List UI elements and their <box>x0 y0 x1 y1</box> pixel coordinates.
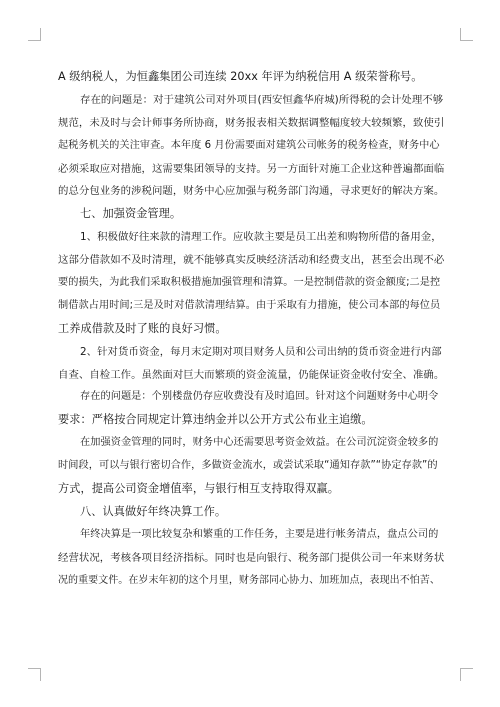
text-line: 经营状况，考核各项目经济指标。同时也是向银行、税务部门提供公司一年来财务状 <box>58 551 444 564</box>
text-line: 存在的问题是：对于建筑公司对外项目(西安恒鑫华府城)所得税的会计处理不够 <box>80 93 444 106</box>
text-line: 要求：严格按合同规定计算违纳金并以公开方式公布业主追缴。 <box>58 413 373 427</box>
crop-mark-top-right <box>460 28 473 41</box>
crop-mark-top-left <box>28 28 41 41</box>
text-line: 年终决算是一项比较复杂和繁重的工作任务，主要是进行帐务清点，盘点公司的 <box>80 528 439 540</box>
text-line: 要的损失，为此我们采取积极措施加强管理和清算。一是控制借款的资金额度;二是控 <box>58 277 441 289</box>
section-heading: 七、加强资金管理。 <box>80 207 182 221</box>
crop-mark-bottom-left <box>28 668 41 681</box>
text-line: 在加强资金管理的同时，财务中心还需要思考资金效益。在公司沉淀资金较多的 <box>80 437 439 449</box>
text-line: 起税务机关的关注审查。本年度 6 月份需要面对建筑公司帐务的税务检查，财务中心 <box>58 139 440 151</box>
text-line: 况的重要文件。在岁末年初的这个月里，财务部同心协力、加班加点，表现出不怕苦、 <box>58 574 440 586</box>
crop-mark-bottom-right <box>460 668 473 681</box>
text-line: 制借款占用时间;三是及时对借款清理结算。由于采取有力措施，使公司本部的每位员 <box>58 299 441 311</box>
text-line: A 级纳税人，为恒鑫集团公司连续 20xx 年评为纳税信用 A 级荣誉称号。 <box>58 70 423 83</box>
text-line: 工养成借款及时了账的良好习惯。 <box>58 321 227 335</box>
text-line: 这部分借款如不及时清理，就不能够真实反映经济活动和经费支出，甚至会出现不必 <box>58 254 444 267</box>
section-heading: 八、认真做好年终决算工作。 <box>80 504 227 518</box>
text-line: 2、针对货币资金，每月末定期对项目财务人员和公司出纳的货币资金进行内部 <box>80 345 442 358</box>
text-line: 1、积极做好往来款的清理工作。应收款主要是员工出差和购物所借的备用金， <box>80 231 442 244</box>
document-body <box>58 66 444 592</box>
text-line: 自查、自检工作。虽然面对巨大而繁琐的资金流量，仍能保证资金收付安全、准确。 <box>58 368 444 381</box>
text-line: 必须采取应对措施，这需要集团领导的支持。另一方面针对施工企业这种普遍都面临 <box>58 162 444 175</box>
text-line: 时间段，可以与银行密切合作，多做资金流水，或尝试采取“通知存款”“协定存款”的 <box>58 460 438 472</box>
text-line: 的总分包业务的涉税问题，财务中心应加强与税务部门沟通，寻求更好的解决方案。 <box>58 185 444 198</box>
text-line: 方式，提高公司资金增值率，与银行相互支持取得双赢。 <box>58 482 339 496</box>
text-line: 存在的问题是：个别楼盘仍存应收费没有及时追回。针对这个问题财务中心明令 <box>80 391 439 403</box>
text-line: 规范，未及时与会计师事务所协商，财务报表相关数据调整幅度较大较频繁，致使引 <box>58 116 444 129</box>
